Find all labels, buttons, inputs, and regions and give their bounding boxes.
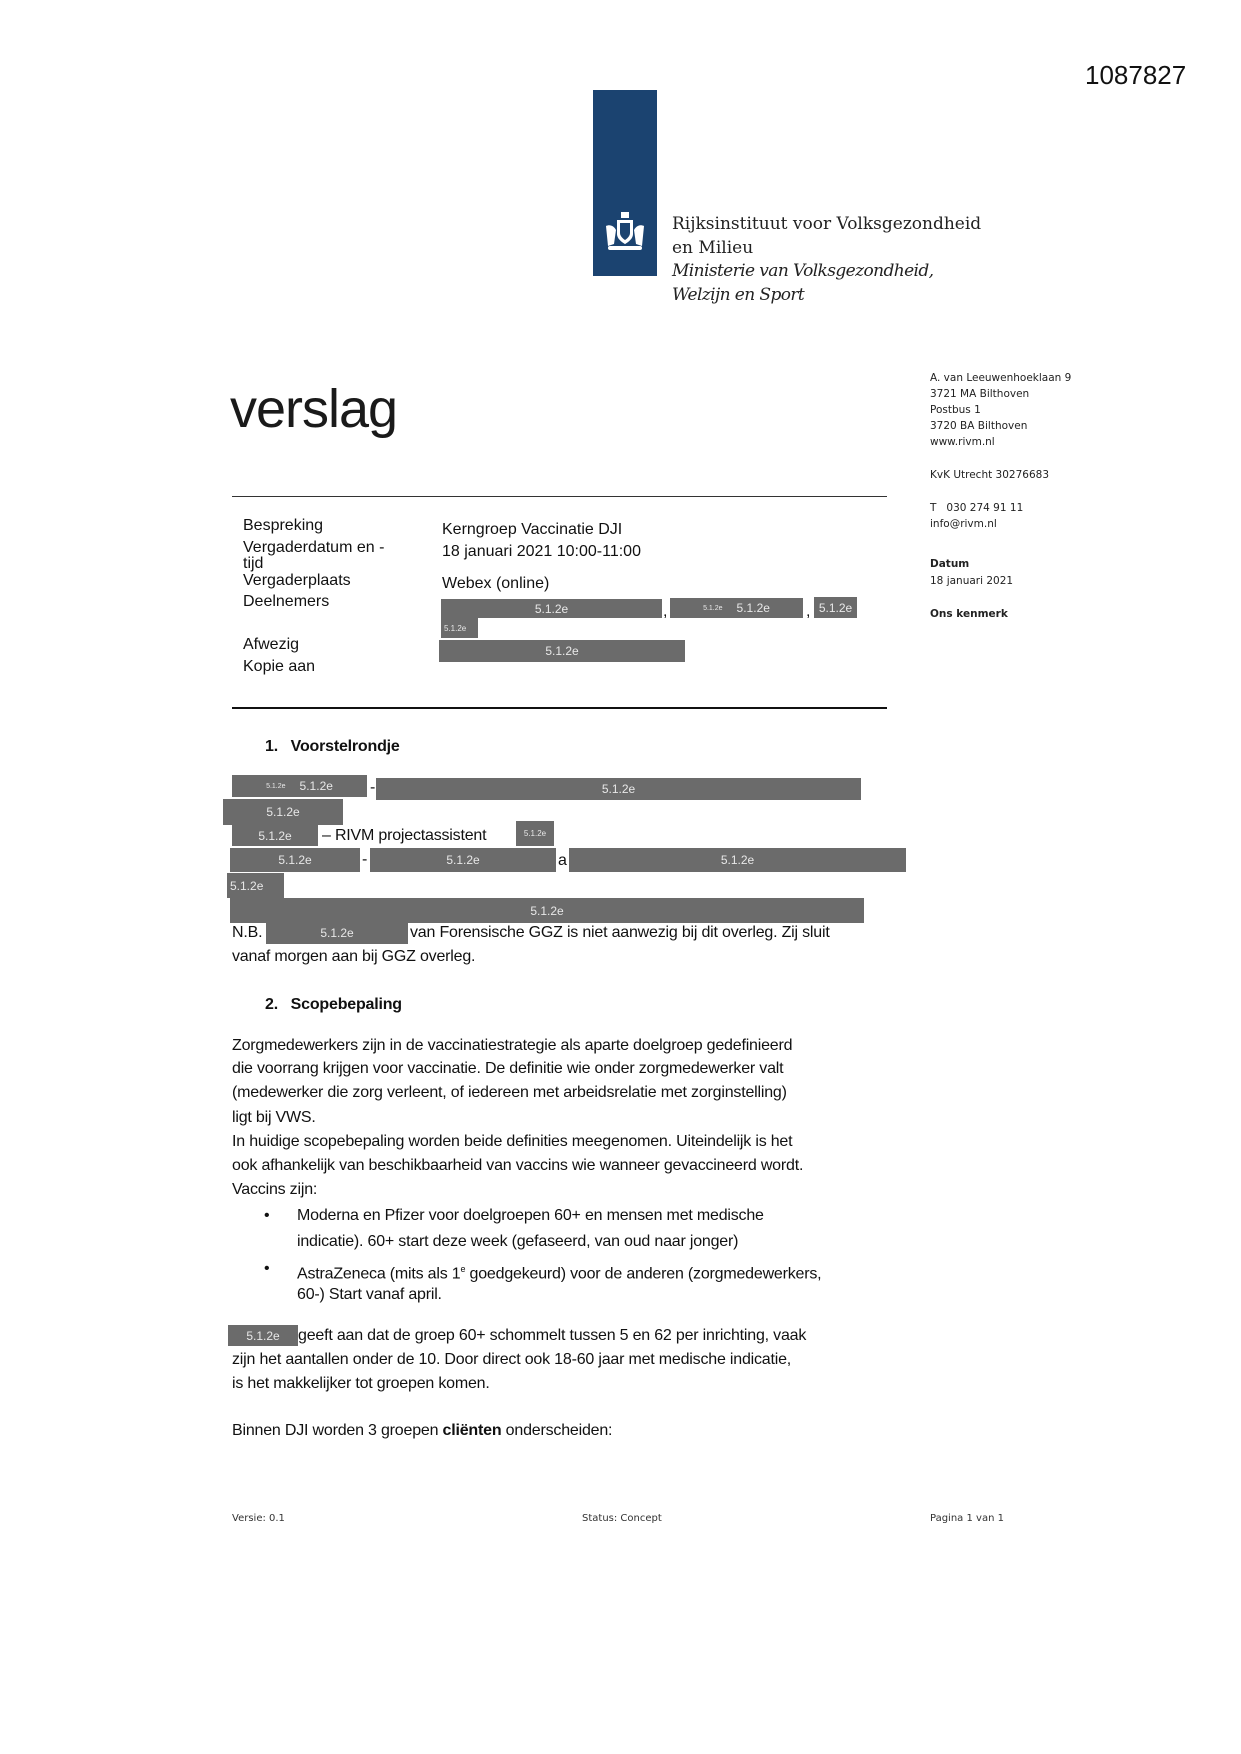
redaction: 5.1.2e (814, 597, 857, 618)
plaats-label: Vergaderplaats (243, 572, 351, 589)
nb-text: van Forensische GGZ is niet aanwezig bij dit overleg. Zij sluit (410, 924, 830, 941)
redaction: 5.1.2e (441, 599, 662, 618)
dash: - (370, 779, 376, 796)
section-1-heading: 1. Voorstelrondje (265, 738, 400, 755)
redaction: 5.1.2e (266, 922, 408, 944)
bullet-line: AstraZeneca (mits als 1e goedgekeurd) voor de anderen (zorgmedewerkers, (297, 1264, 822, 1283)
paragraph-line: In huidige scopebepaling worden beide definities meegenomen. Uiteindelijk is het (232, 1133, 793, 1150)
footer-page: Pagina 1 van 1 (930, 1513, 1004, 1524)
document-id: 1087827 (1085, 60, 1187, 90)
redaction: 5.1.2e (230, 848, 360, 872)
bullet-line: indicatie). 60+ start deze week (gefaseerd, van oud naar jonger) (297, 1233, 739, 1250)
email: info@rivm.nl (930, 518, 997, 530)
redaction: 5.1.2e (439, 640, 685, 662)
plaats-value: Webex (online) (442, 575, 550, 592)
redaction: 5.1.2e (441, 618, 478, 638)
paragraph-line: Vaccins zijn: (232, 1181, 318, 1198)
redaction: 5.1.2e (228, 1325, 298, 1346)
rivm-projectassistent: – RIVM projectassistent (322, 827, 487, 844)
paragraph-line: die voorrang krijgen voor vaccinatie. De definitie wie onder zorgmedewerker valt (232, 1060, 784, 1077)
redaction: 5.1.2e (376, 778, 861, 800)
comma: , (663, 603, 668, 620)
section-2-heading: 2. Scopebepaling (265, 996, 402, 1013)
redaction: 5.1.2e (227, 873, 284, 898)
phone: T 030 274 91 11 (930, 502, 1024, 514)
bullet-icon: • (264, 1260, 270, 1277)
redaction: 5.1.2e (569, 848, 906, 872)
logo-line-2: en Milieu (672, 238, 754, 258)
a-char: a (558, 852, 567, 869)
bespreking-label: Bespreking (243, 517, 324, 534)
paragraph-line: zijn het aantallen onder de 10. Door direct ook 18-60 jaar met medische indicatie, (232, 1351, 792, 1368)
footer-status: Status: Concept (582, 1513, 662, 1524)
redaction: 5.1.2e 5.1.2e (670, 598, 803, 618)
paragraph-line: (medewerker die zorg verleent, of iedereen met arbeidsrelatie met zorginstelling) (232, 1084, 787, 1101)
dash: - (362, 851, 368, 868)
kenmerk-label: Ons kenmerk (930, 608, 1008, 620)
redaction: 5.1.2e (516, 821, 554, 846)
redaction: 5.1.2e (230, 898, 864, 923)
redaction: 5.1.2e (232, 825, 318, 846)
datum-value: 18 januari 2021 (930, 575, 1014, 587)
coat-of-arms-icon (600, 208, 650, 258)
comma: , (806, 603, 811, 620)
redaction: 5.1.2e (223, 799, 343, 825)
paragraph-line: ligt bij VWS. (232, 1109, 316, 1126)
logo-line-3: Ministerie van Volksgezondheid, (672, 261, 934, 281)
redaction: 5.1.2e 5.1.2e (232, 775, 367, 797)
datum-label-2: tijd (243, 555, 264, 572)
datum-label: Vergaderdatum en - (243, 539, 385, 556)
binnen-dji-line: Binnen DJI worden 3 groepen cliënten onderscheiden: (232, 1422, 613, 1439)
website: www.rivm.nl (930, 436, 995, 448)
kopie-label: Kopie aan (243, 658, 316, 675)
bullet-line: Moderna en Pfizer voor doelgroepen 60+ en mensen met medische (297, 1207, 764, 1224)
datum-label: Datum (930, 558, 970, 570)
paragraph-line: Zorgmedewerkers zijn in de vaccinatiestrategie als aparte doelgroep gedefinieerd (232, 1037, 793, 1054)
rijksoverheid-logo-bar (593, 90, 657, 276)
document-title: verslag (230, 379, 398, 439)
bullet-line: 60-) Start vanaf april. (297, 1286, 442, 1303)
paragraph-line: is het makkelijker tot groepen komen. (232, 1375, 490, 1392)
datum-value: 18 januari 2021 10:00-11:00 (442, 543, 641, 560)
nb-text-2: vanaf morgen aan bij GGZ overleg. (232, 948, 476, 965)
kvk: KvK Utrecht 30276683 (930, 469, 1049, 481)
bespreking-value: Kerngroep Vaccinatie DJI (442, 521, 623, 538)
paragraph-line: ook afhankelijk van beschikbaarheid van vaccins wie wanneer gevaccineerd wordt. (232, 1157, 804, 1174)
divider-bottom (232, 707, 887, 709)
address-line: A. van Leeuwenhoeklaan 9 (930, 372, 1072, 384)
sidebar-address (930, 372, 1071, 620)
divider-top (232, 496, 887, 497)
address-line: 3721 MA Bilthoven (930, 388, 1030, 400)
logo-line-1: Rijksinstituut voor Volksgezondheid (672, 214, 982, 234)
address-line: 3720 BA Bilthoven (930, 420, 1028, 432)
afwezig-label: Afwezig (243, 636, 300, 653)
redaction: 5.1.2e (370, 848, 556, 872)
paragraph-line: geeft aan dat de groep 60+ schommelt tussen 5 en 62 per inrichting, vaak (298, 1327, 807, 1344)
deelnemers-label: Deelnemers (243, 593, 330, 610)
logo-line-4: Welzijn en Sport (672, 285, 805, 305)
bullet-icon: • (264, 1207, 270, 1224)
nb-prefix: N.B. (232, 924, 263, 941)
address-line: Postbus 1 (930, 404, 981, 416)
footer-version: Versie: 0.1 (232, 1513, 285, 1524)
